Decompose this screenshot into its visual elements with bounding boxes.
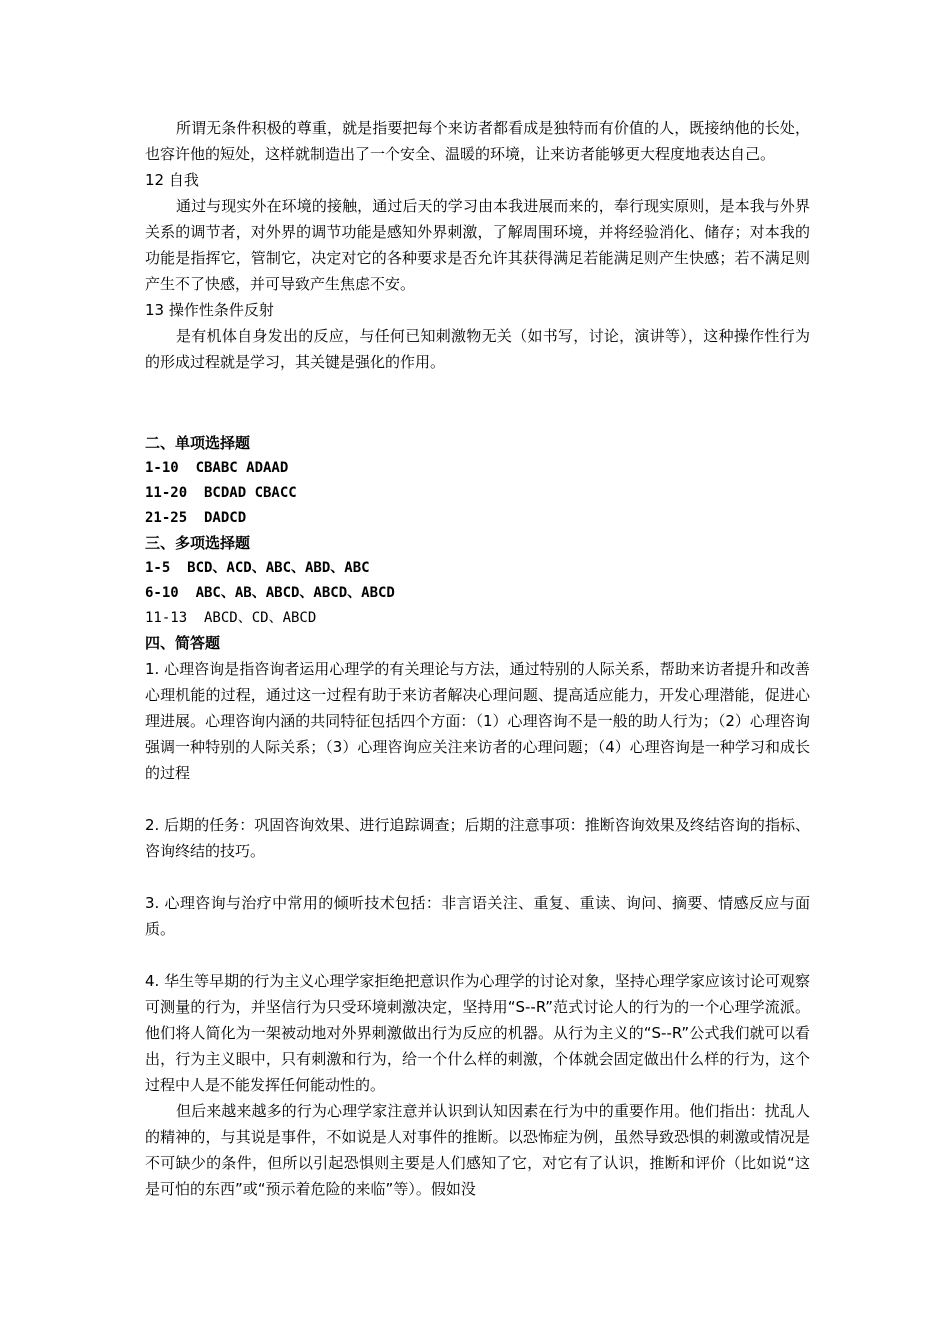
short-answer-2: 2. 后期的任务：巩固咨询效果、进行追踪调查；后期的注意事项：推断咨询效果及终结咨询的指标、咨询终结的技巧。 — [145, 816, 810, 860]
term-12-title: 12 自我 — [145, 171, 199, 189]
answer-row: 1-5 BCD、ACD、ABC、ABD、ABC — [145, 560, 370, 576]
spacer — [145, 942, 810, 968]
document-page — [145, 115, 810, 1202]
short-answer-1: 1. 心理咨询是指咨询者运用心理学的有关理论与方法，通过特别的人际关系，帮助来访者提升和改善心理机能的过程，通过这一过程有助于来访者解决心理问题、提高适应能力，开发心理潜能，促进心理进展。心理咨询内涵的共同特征包括四个方面：（1）心理咨询不是一般的助人行为；（2）心理咨询强调一种特别的人际关系；（3）心理咨询应关注来访者的心理问题；（4）心理咨询是一种学习和成长的过程 — [145, 660, 810, 782]
short-answer-3: 3. 心理咨询与治疗中常用的倾听技术包括：非言语关注、重复、重读、询问、摘要、情感反应与面质。 — [145, 894, 810, 938]
answer-row: 11-20 BCDAD CBACC — [145, 485, 297, 501]
short-answer-4-para-1: 4. 华生等早期的行为主义心理学家拒绝把意识作为心理学的讨论对象，坚持心理学家应该讨论可观察可测量的行为，并坚信行为只受环境刺激决定，坚持用“S--R”范式讨论人的行为的一个心理学流派。他们将人简化为一架被动地对外界刺激做出行为反应的机器。从行为主义的“S--R”公式我们就可以看出，行为主义眼中，只有刺激和行为，给一个什么样的刺激，个体就会固定做出什么样的行为，这个过程中人是不能发挥任何能动性的。 — [145, 972, 810, 1094]
section-2-title: 二、单项选择题 — [145, 434, 251, 452]
answer-row: 1-10 CBABC ADAAD — [145, 460, 289, 476]
answer-row: 6-10 ABC、AB、ABCD、ABCD、ABCD — [145, 585, 395, 601]
section-3-title: 三、多项选择题 — [145, 534, 251, 552]
answer-row: 11-13 ABCD、CD、ABCD — [145, 610, 317, 626]
term-12-body: 通过与现实外在环境的接触，通过后天的学习由本我进展而来的，奉行现实原则，是本我与外界关系的调节者，对外界的调节功能是感知外界刺激，了解周围环境，并将经验消化、储存；对本我的功能是指挥它，管制它，决定对它的各种要求是否允许其获得满足若能满足则产生快感；若不满足则产生不了快感，并可导致产生焦虑不安。 — [145, 197, 810, 293]
intro-paragraph: 所谓无条件积极的尊重，就是指要把每个来访者都看成是独特而有价值的人，既接纳他的长处，也容许他的短处，这样就制造出了一个安全、温暖的环境，让来访者能够更大程度地表达自己。 — [145, 119, 810, 163]
short-answer-4-para-2: 但后来越来越多的行为心理学家注意并认识到认知因素在行为中的重要作用。他们指出：扰乱人的精神的，与其说是事件，不如说是人对事件的推断。以恐怖症为例，虽然导致恐惧的刺激或情况是不可缺少的条件，但所以引起恐惧则主要是人们感知了它，对它有了认识，推断和评价（比如说“这是可怕的东西”或“预示着危险的来临”等）。假如没 — [145, 1102, 810, 1198]
section-4-title: 四、简答题 — [145, 634, 221, 652]
spacer — [145, 786, 810, 812]
spacer — [145, 375, 810, 431]
term-13-title: 13 操作性条件反射 — [145, 301, 274, 319]
answer-row: 21-25 DADCD — [145, 510, 247, 526]
term-13-body: 是有机体自身发出的反应，与任何已知刺激物无关（如书写，讨论，演讲等），这种操作性行为的形成过程就是学习，其关键是强化的作用。 — [145, 327, 810, 371]
spacer — [145, 864, 810, 890]
